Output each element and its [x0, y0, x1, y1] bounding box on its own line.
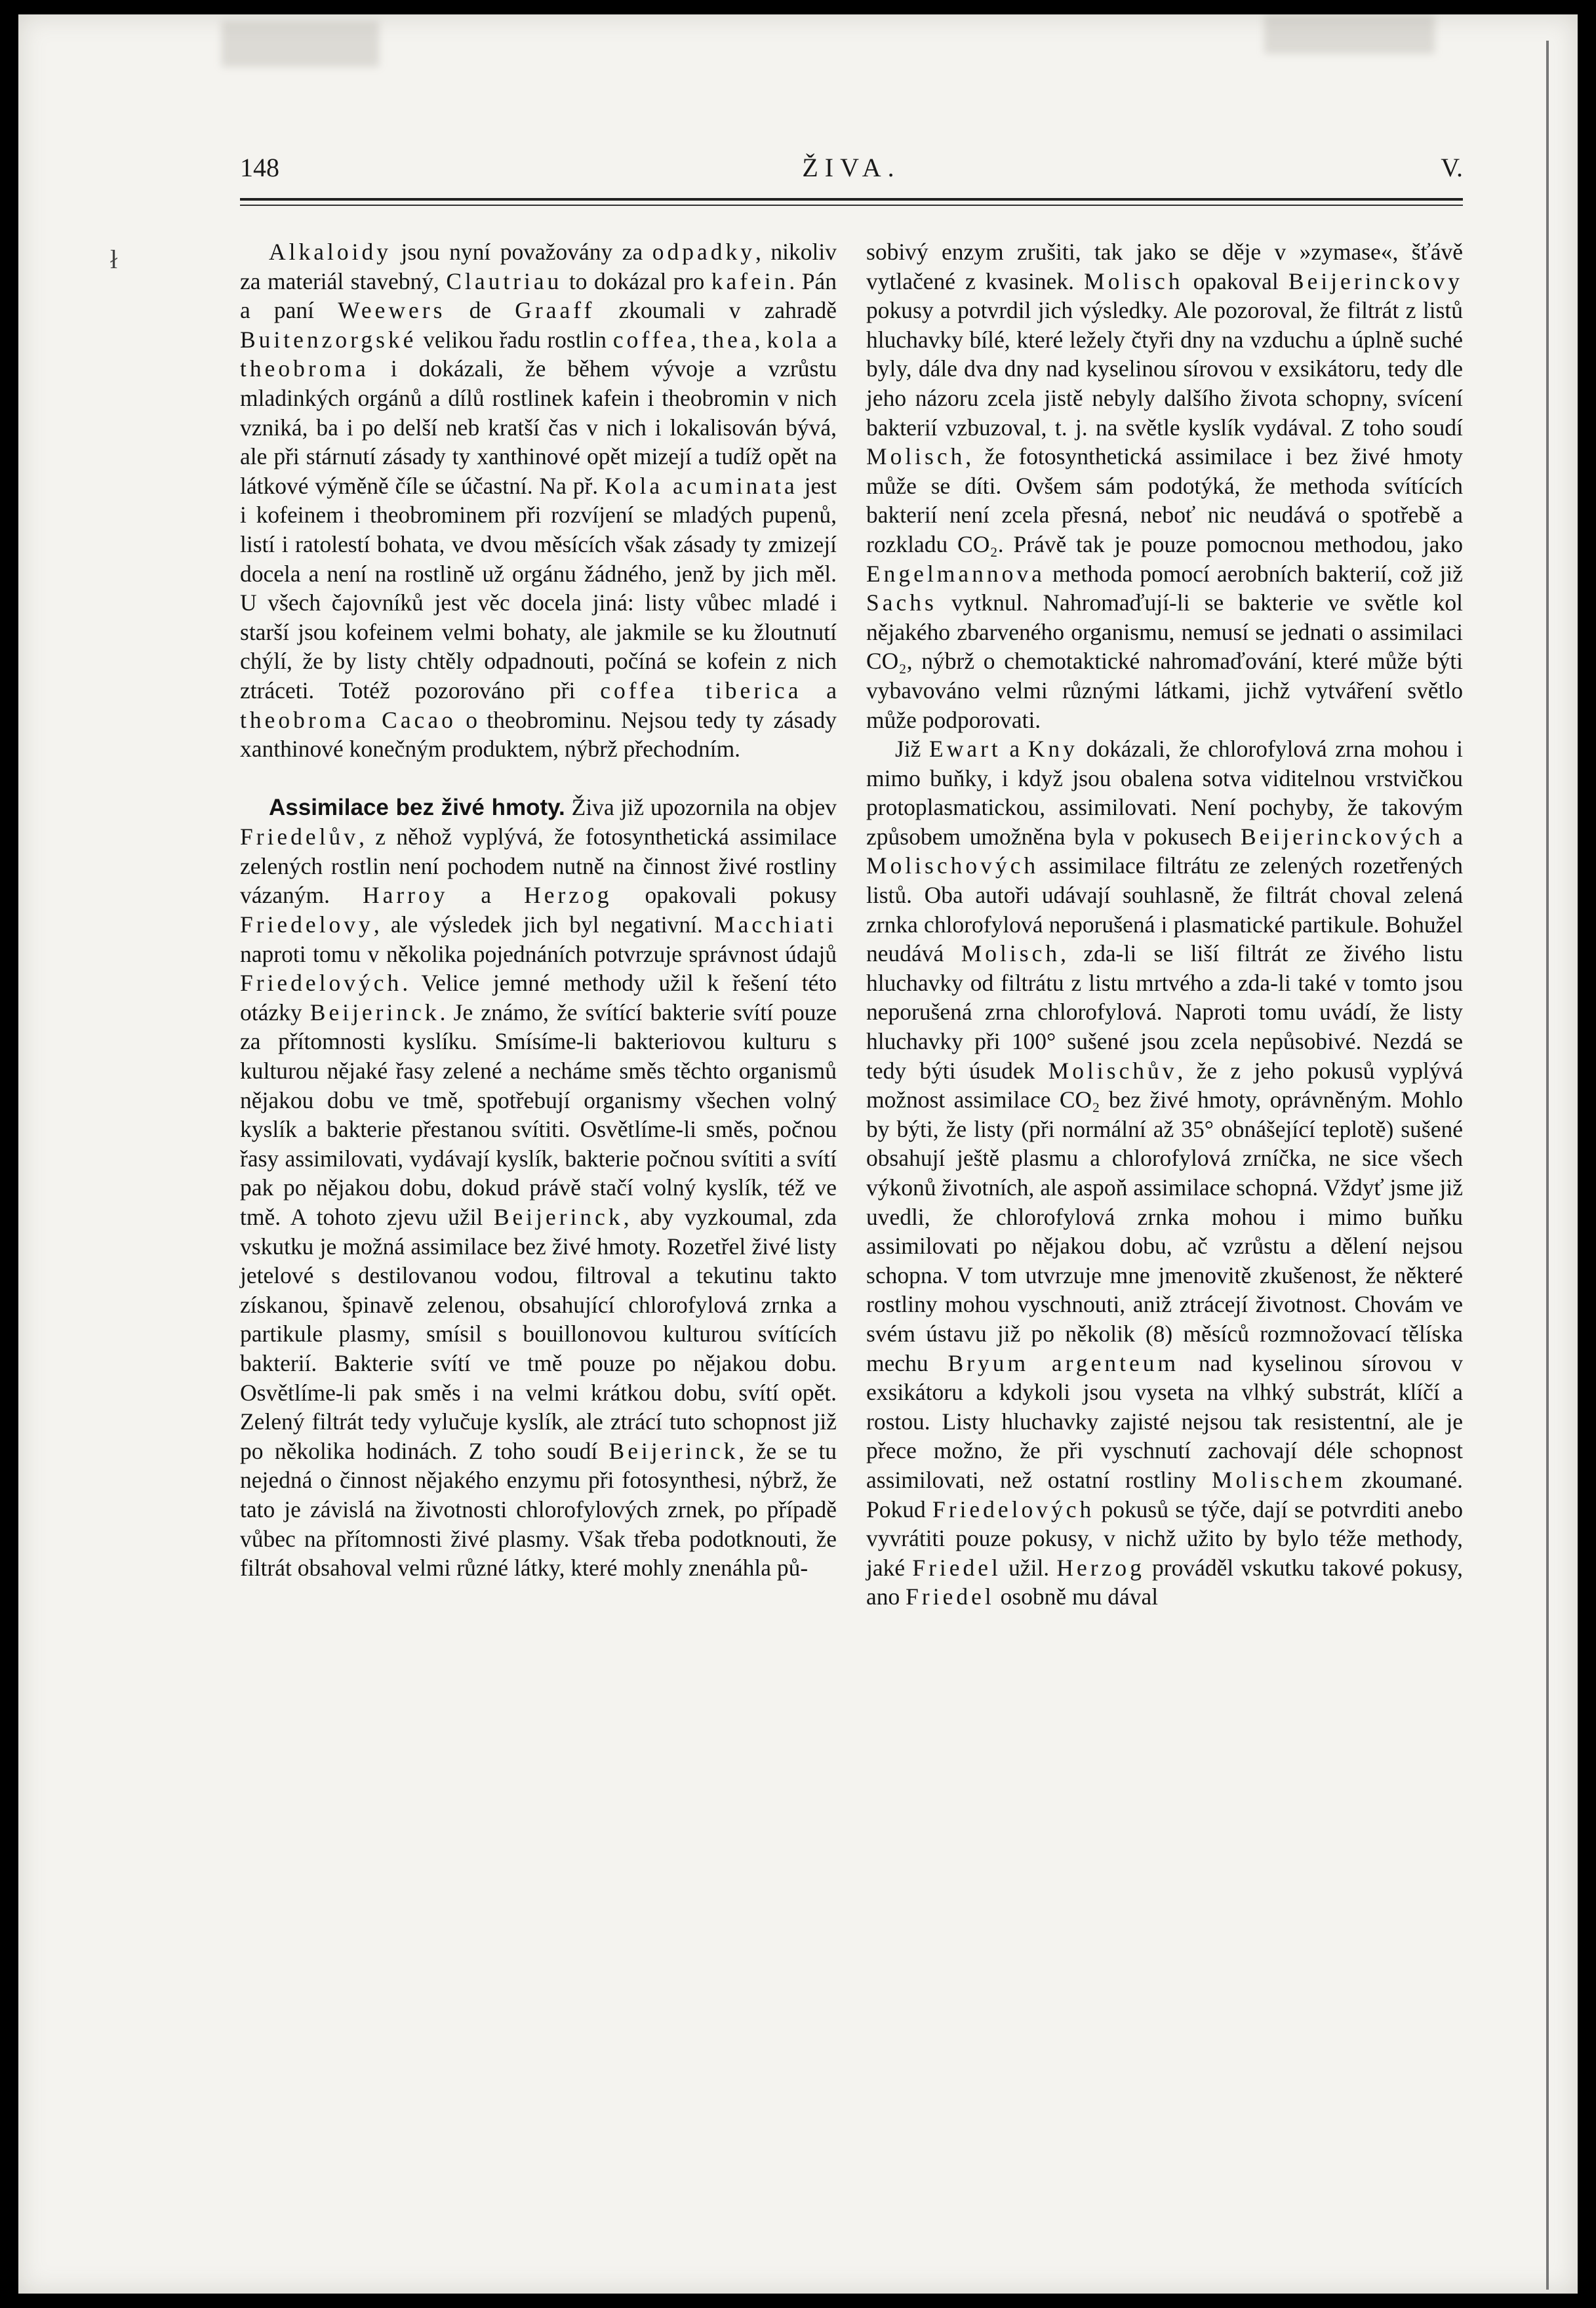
spaced-emphasis: Molisch: [961, 940, 1061, 967]
text-run: methoda pomocí aerobních bakterií, což již: [1045, 560, 1463, 587]
spaced-emphasis: kola: [767, 326, 820, 353]
text-run: pokusů se týče, dají se potvrditi anebo vyvrátiti pouze pokusy, v nichž užito by bylo téže methody, jaké: [866, 1496, 1464, 1581]
spaced-emphasis: Ewart: [929, 736, 1001, 763]
text-run: ,: [690, 326, 703, 353]
text-run: zkoumané. Pokud: [866, 1466, 1463, 1522]
text-run: užil.: [1001, 1554, 1057, 1581]
text-run: velikou řadu rostlin: [416, 326, 613, 353]
paragraph: [866, 734, 1463, 1612]
spaced-emphasis: theobroma: [240, 355, 369, 382]
text-run: a: [1001, 736, 1028, 763]
spaced-emphasis: theobroma Cacao: [240, 706, 456, 733]
spaced-emphasis: Friedelových: [240, 970, 403, 997]
spaced-emphasis: Clautriau: [446, 268, 563, 294]
spaced-emphasis: Buitenzorgské: [240, 326, 417, 353]
spaced-emphasis: Kola acuminata: [605, 472, 798, 499]
text-run: to dokázal pro: [562, 268, 711, 294]
text-run: vytknul. Nahromaďují-li se bakterie ve světle kol nějakého zbarveného organismu, nemusí se jednati o assimilaci CO₂, nýbrž o chemotaktické nahromaďování, které může býti vybavováno velmi různými látkami, jichž vytváření světlo může podporovati.: [866, 589, 1463, 733]
text-run: nad kyselinou sírovou v exsikátoru a kdykoli jsou vyseta na vlhký substrát, klíčí a rostou. Listy hluchavky zajisté nejsou tak resistentní, ale je přece možno, že při vyschnutí zachovají déle schopnost assimilovati, než ostatní rostliny: [866, 1349, 1463, 1493]
spaced-emphasis: Herzog: [524, 882, 612, 909]
text-run: osobně mu dával: [994, 1583, 1159, 1610]
scanned-page: [18, 14, 1578, 2294]
text-run: a: [820, 326, 837, 353]
spaced-emphasis: Macchiati: [714, 911, 837, 938]
volume-number: V.: [1441, 153, 1463, 182]
header-rule: [240, 198, 1463, 201]
margin-annotation: ł: [110, 245, 118, 274]
spaced-emphasis: Harroy: [362, 882, 449, 909]
spaced-emphasis: Molischem: [1211, 1466, 1346, 1493]
spaced-emphasis: Graaff: [515, 297, 595, 324]
text-run: , že se tu nejedná o činnost nějakého enzymu při fotosynthesi, nýbrž, že tato je závislá na životnosti chlorofylových zrnek, po případě vůbec na přítomnosti živé plasmy. Však třeba podotknouti, že filtrát obsahoval velmi různé látky, které mohly znenáhla pů-: [240, 1437, 837, 1582]
spaced-emphasis: Friedelovy: [240, 911, 374, 938]
text-run: , aby vyzkoumal, zda vskutku je možná assimilace bez živé hmoty. Rozetřel živé listy jetelové s destilovanou vodou, filtroval a tekutinu takto získanou, špinavě zelenou, obsahující chlorofylová zrnka a partikule plasmy, smísil s bouillonovou kulturou svítících bakterií. Bakterie svítí ve tmě pouze po nějakou dobu. Osvětlíme-li pak směs i na velmi krátkou dobu, svítí opět. Zelený filtrát tedy vylučuje kyslík, ale ztrácí tuto schopnost již po několika hodinách. Z toho soudí: [240, 1204, 837, 1464]
text-run: , ale výsledek jich byl negativní.: [373, 911, 715, 938]
text-run: . Je známo, že svítící bakterie svítí pouze za přítomnosti kyslíku. Smísíme-li bakteriovou kulturu s kulturou nějaké řasy zelené a necháme směs těchto organismů nějakou dobu ve tmě, spotřebují organismy všechen volný kyslík a bakterie přestanou svítiti. Osvětlíme-li směs, počnou řasy assimilovati, vydávají kyslík, bakterie počnou svítiti a svítí pak po nějakou dobu, dokud právě stačí volný kyslík, též ve tmě. A tohoto zjevu užil: [240, 999, 837, 1230]
text-run: zkoumali v zahradě: [595, 297, 837, 324]
text-run: ,: [754, 326, 767, 353]
text-run: a: [1443, 823, 1463, 850]
text-run: jsou nyní považovány za: [391, 239, 652, 265]
spaced-emphasis: Molisch: [866, 443, 966, 470]
text-run: , z něhož vyplývá, že fotosynthetická assimilace zelených rostlin není pochodem nutně na činnost živé rostliny vázaným.: [240, 824, 837, 909]
text-run: . Pán a paní: [240, 268, 837, 324]
text-run: naproti tomu v několika pojednáních potvrzuje správnost údajů: [240, 940, 837, 967]
text-run: dokázali, že chlorofylová zrna mohou i mimo buňky, i když jsou obalena sotva viditelnou vrstvičkou protoplasmatickou, assimilovati. Není pochyby, že takovým způsobem umožněna byla v pokusech: [866, 736, 1463, 850]
paragraph: [866, 237, 1463, 734]
text-run: a: [801, 677, 837, 704]
spaced-emphasis: Herzog: [1056, 1554, 1145, 1581]
spaced-emphasis: Beijerinckovy: [1288, 268, 1463, 294]
text-run: a: [448, 882, 525, 909]
spaced-emphasis: Molischových: [866, 852, 1039, 879]
spaced-emphasis: Bryum argenteum: [948, 1349, 1180, 1376]
spaced-emphasis: Beijerinck: [608, 1437, 739, 1464]
text-run: , zda-li se liší filtrát ze živého listu hluchavky od filtrátu z listu mrtvého a zda-li také v tomto jsou neporušená zrna chlorofylová. Naproti tomu uvádí, že listy hluchavky při 100° sušené jsou zcela nepůsobivé. Nezdá se tedy býti úsudek: [866, 940, 1463, 1084]
text-run: de: [445, 297, 515, 324]
journal-title: ŽIVA.: [802, 153, 901, 182]
binding-edge: [1546, 41, 1549, 2290]
spaced-emphasis: Sachs: [866, 589, 937, 616]
spaced-emphasis: Friedelových: [932, 1496, 1095, 1522]
text-run: , že fotosynthetická assimilace i bez živé hmoty může se díti. Ovšem sám podotýká, že methoda svítících bakterií není zcela přesná, neboť nic neudává o spotřebě a rozkladu CO₂. Právě tak je pouze pomocnou methodou, jako: [866, 443, 1463, 557]
text-run: prováděl vskutku takové pokusy, ano: [866, 1554, 1463, 1610]
text-run: sobivý enzym zrušiti, tak jako se děje v »zymase«, šťávě vytlačené z kvasinek.: [866, 239, 1463, 294]
header-rule-thin: [240, 205, 1463, 206]
spaced-emphasis: Molisch: [1084, 268, 1184, 294]
section-heading: Assimilace bez živé hmoty.: [269, 794, 565, 820]
spaced-emphasis: Alkaloidy: [269, 239, 391, 265]
paragraph: [240, 237, 837, 764]
scan-smudge: [1264, 14, 1435, 54]
spaced-emphasis: Molischův: [1048, 1057, 1178, 1084]
text-run: , že z jeho pokusů vyplývá možnost assimilace CO₂ bez živé hmoty, oprávněným. Mohlo by býti, že listy (při normální až 35° obnášející teplotě) sušené obsahují ještě plasmu a chlorofylová zrníčka, ne sice všech výkonů životních, ale aspoň assimilace schopná. Vždyť jsme již uvedli, že chlorofylová zrnka mohou i mimo buňku assimilovati po nějakou dobu, ač vzrůstu a dělení nejsou schopna. V tom utvrzuje mne jmenovitě zkušenost, že některé rostliny mohou vyschnouti, aniž ztrácejí životnost. Chovám ve svém ústavu již po několik (8) měsíců rozmnožovací tělíska mechu: [866, 1057, 1463, 1376]
spaced-emphasis: coffea tiberica: [600, 677, 802, 704]
spaced-emphasis: Friedel: [912, 1554, 1001, 1581]
text-run: opakoval: [1183, 268, 1288, 294]
right-column: [866, 237, 1463, 1612]
spaced-emphasis: Beijerinck: [309, 999, 440, 1025]
page-number: 148: [240, 153, 279, 182]
spaced-emphasis: Weewers: [338, 297, 446, 324]
text-run: pokusy a potvrdil jich výsledky. Ale pozoroval, že filtrát z listů hluchavky bílé, které ležely čtyři dny na vzduchu a úplně suché byly, dále dva dny nad kyselinou sírovou v exsikátoru, tedy dle jeho názoru zcela jistě nebyly dalšího života schopny, svícení bakterií vzbuzoval, t. j. na světle kyslík vydával. Z toho soudí: [866, 297, 1463, 441]
spaced-emphasis: odpadky: [652, 239, 756, 265]
spaced-emphasis: coffea: [612, 326, 690, 353]
text-run: , nikoliv za materiál stavebný,: [240, 239, 837, 294]
spaced-emphasis: thea: [702, 326, 755, 353]
text-run: opakovali pokusy: [612, 882, 837, 909]
text-run: Živa již upozornila na objev: [565, 793, 837, 820]
text-run: jest i kofeinem i theobrominem při rozvíjení se mladých pupenů, listí i ratolestí bohata, ve dvou měsících však zásady ty zmizejí docela a není na rostlině už orgánu žádného, jenž by jich měl. U všech čajovníků jest věc docela jiná: listy vůbec mladé i starší jsou kofeinem velmi bohaty, ale jakmile se ku žloutnutí chýlí, že by listy chtěly odpadnouti, počíná se kofein z nich ztráceti. Totéž pozorováno při: [240, 472, 837, 704]
spaced-emphasis: Beijerinckových: [1240, 823, 1444, 850]
spaced-emphasis: Friedelův: [240, 824, 359, 850]
spaced-emphasis: Engelmannova: [866, 560, 1045, 587]
text-run: assimilace filtrátu ze zelených rozetřených listů. Oba autoři udávají souhlasně, že filtrát choval zelená zrnka chlorofylová neporušená i plasmatické partikule. Bohužel neudává: [866, 852, 1463, 967]
running-header: [240, 152, 1463, 198]
paragraph: [240, 793, 837, 1583]
spaced-emphasis: Friedel: [906, 1583, 995, 1610]
text-run: Již: [895, 736, 930, 763]
text-run: o theobrominu. Nejsou tedy ty zásady xanthinové konečným produktem, nýbrž přechodním.: [240, 706, 837, 763]
spaced-emphasis: kafein: [711, 268, 789, 294]
spaced-emphasis: Beijerinck: [493, 1204, 624, 1230]
text-run: i dokázali, že během vývoje a vzrůstu mladinkých orgánů a dílů rostlinek kafein i theobromin v nich vzniká, ba i po delší neb kratší čas v nich i lokalisován bývá, ale při stárnutí zásady ty xanthinové opět mizejí a tudíž opět na látkové výměně číle se účastní. Na př.: [240, 355, 837, 499]
spaced-emphasis: Kny: [1027, 736, 1078, 763]
left-column: [240, 237, 837, 1583]
text-run: . Velice jemné methody užil k řešení této otázky: [240, 970, 837, 1025]
scan-smudge: [222, 21, 379, 67]
